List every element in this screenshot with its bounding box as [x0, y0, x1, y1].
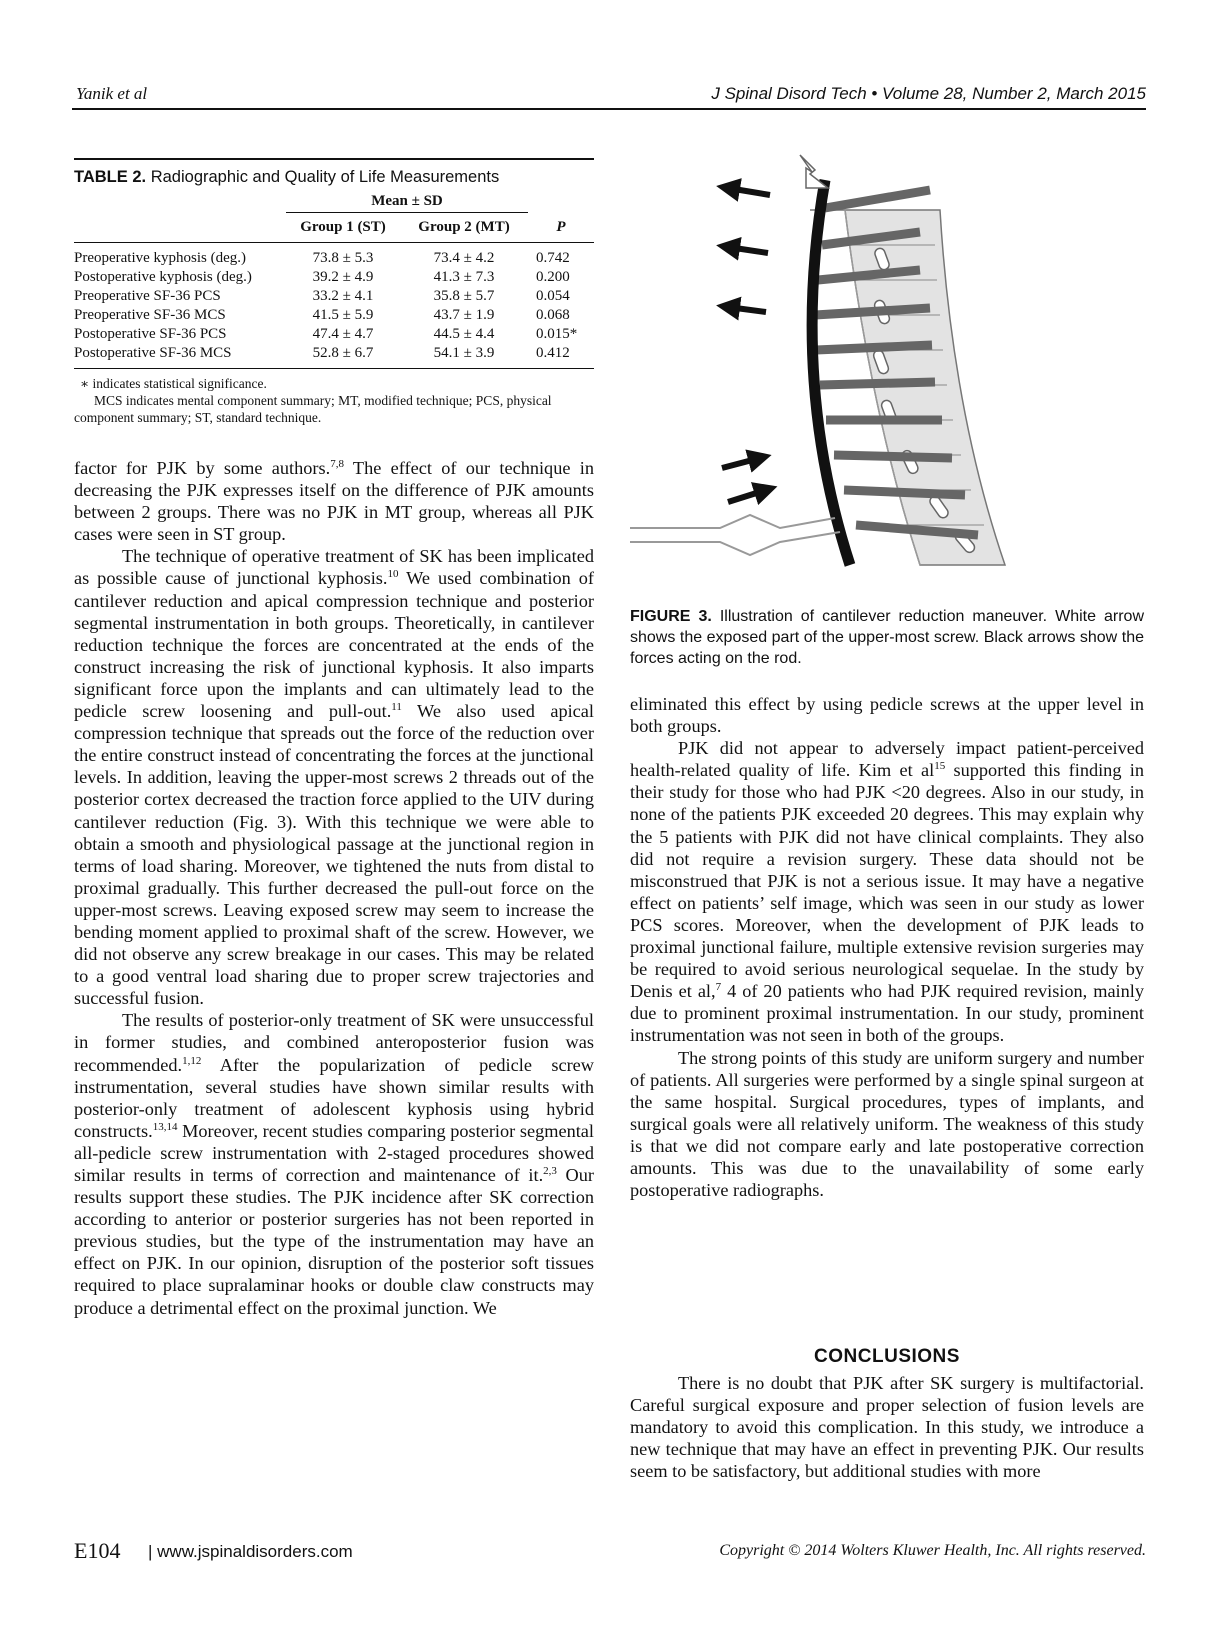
- cell-value: 0.054: [536, 288, 570, 304]
- table-abbreviations: MCS indicates mental component summary; MT, modified technique; PCS, physical component summary; ST, standard technique.: [74, 393, 552, 425]
- table-row: [74, 287, 594, 306]
- column-header: P: [528, 213, 594, 243]
- citation: 15: [934, 760, 946, 773]
- table-row: [74, 268, 594, 287]
- paragraph: eliminated this effect by using pedicle screws at the upper level in both groups.: [630, 694, 1144, 737]
- column-header: Group 1 (ST): [286, 213, 400, 243]
- cell-value: 41.5 ± 5.9: [312, 307, 374, 323]
- paragraph: The technique of operative treatment of SK has been implicated as possible cause of junctional kyphosis.$^{10}$ We used combination of cantilever reduction and apical compression technique and posterior segmental instrumentation in both groups. Theoretically, in cantilever reduction technique the forces are concentrated at the ends of the construct increasing the risk of junctional kyphosis. It also imparts significant force upon the implants and can ultimately lead to the pedicle screw loosening and pull-out.$^{11}$ We also used apical compression technique that spreads out the force of the reduction over the entire construct instead of concentrating the forces at the junctional levels. In addition, leaving the upper-most screws 2 threads out of the posterior cortex decreased the traction force applied to the UIV during cantilever reduction (Fig. 3). With this technique we were able to obtain a smooth and physiological passage at the junctional region in terms of load sharing. Moreover, we tightened the nuts from distal to proximal gradually. This further decreased the pull-out force on the upper-most screws. Leaving exposed screw may seem to increase the bending moment applied to proximal shaft of the screw. However, we did not observe any screw breakage in our cases. This may be related to a good ventral load sharing due to proper screw trajectories and successful fusion.: [74, 546, 594, 1009]
- left-text-column: [74, 457, 594, 1319]
- citation: 11: [391, 700, 402, 713]
- paragraph: The results of posterior-only treatment of SK were unsuccessful in former studies, and combined anteroposterior fusion was recommended.$^{1,12}$ After the popularization of pedicle screw instrumentation, several studies have shown similar results with posterior-only treatment of adolescent kyphosis using hybrid constructs.$^{13,14}$ Moreover, recent studies comparing posterior segmental all-pedicle screw instrumentation with 2-staged procedures showed similar results in terms of correction and maintenance of it.$^{2,3}$ Our results support these studies. The PJK incidence after SK correction according to anterior or posterior surgeries has not been reported in previous studies, but the type of the instrumentation may have an effect on PJK. In our opinion, disruption of the posterior soft tissues required to place supralaminar hooks or double claw constructs may produce a detrimental effect on the proximal junction. We: [74, 1010, 594, 1318]
- figure-label: FIGURE 3.: [630, 608, 712, 625]
- table-title: Radiographic and Quality of Life Measurements: [150, 168, 500, 186]
- data-table: [74, 191, 594, 368]
- paragraph: The strong points of this study are uniform surgery and number of patients. All surgeries were performed by a single spinal surgeon at the same hospital. Surgical procedures, types of implants, and surgical goals were all relatively uniform. The weakness of this study is that we did not compare early and late postoperative correction amounts. This was due to the unavailability of some early postoperative radiographs.: [630, 1047, 1144, 1201]
- running-head-journal: J Spinal Disord Tech • Volume 28, Number 2, March 2015: [711, 84, 1146, 103]
- cell-value: 33.2 ± 4.1: [312, 288, 374, 304]
- cell-value: 73.8 ± 5.3: [312, 250, 374, 266]
- cell-value: 0.742: [536, 250, 570, 266]
- table-row: [74, 325, 594, 344]
- table-row: [74, 243, 594, 269]
- cell-value: 0.015*: [536, 326, 578, 342]
- cell-value: 44.5 ± 4.4: [433, 326, 495, 342]
- cell-value: 52.8 ± 6.7: [312, 345, 374, 361]
- table-2: [74, 158, 594, 426]
- row-label: Preoperative SF-36 MCS: [74, 307, 226, 323]
- paragraph: There is no doubt that PJK after SK surgery is multifactorial. Careful surgical exposure and proper selection of fusion levels are mandatory to avoid this complication. In this study, we introduce a new technique that may have an effect in preventing PJK. Our results seem to be satisfactory, but additional studies with more: [630, 1373, 1144, 1482]
- running-head-authors: Yanik et al: [76, 84, 148, 103]
- cell-value: 47.4 ± 4.7: [312, 326, 374, 342]
- cell-value: 41.3 ± 7.3: [433, 269, 495, 285]
- row-label: Postoperative SF-36 PCS: [74, 326, 227, 342]
- cantilever-reduction-illustration: [630, 150, 1144, 595]
- cell-value: 35.8 ± 5.7: [433, 288, 495, 304]
- header-rule: [72, 108, 1146, 110]
- cell-value: 54.1 ± 3.9: [433, 345, 495, 361]
- row-label: Postoperative kyphosis (deg.): [74, 269, 252, 285]
- section-heading: CONCLUSIONS: [814, 1346, 960, 1367]
- citation: 13,14: [152, 1120, 178, 1133]
- table-row: [74, 344, 594, 368]
- table-caption: [74, 158, 594, 187]
- figure-caption-text: Illustration of cantilever reduction maneuver. White arrow shows the exposed part of the upper-most screw. Black arrows show the forces acting on the rod.: [630, 608, 1145, 667]
- row-label: Postoperative SF-36 MCS: [74, 345, 232, 361]
- journal-website: | www.jspinaldisorders.com: [148, 1542, 353, 1561]
- citation: 2,3: [543, 1164, 557, 1177]
- row-label: Preoperative kyphosis (deg.): [74, 250, 247, 266]
- force-arrows-icon: [722, 188, 770, 502]
- conclusions-text: [630, 1372, 1144, 1482]
- figure-caption: [630, 606, 1144, 669]
- column-header: Group 2 (MT): [400, 213, 528, 243]
- table-row: [74, 306, 594, 325]
- cell-value: 0.068: [536, 307, 570, 323]
- table-notes: [74, 369, 594, 426]
- cell-value: 39.2 ± 4.9: [312, 269, 374, 285]
- cell-value: 0.200: [536, 269, 570, 285]
- row-label: Preoperative SF-36 PCS: [74, 288, 221, 304]
- cell-value: 73.4 ± 4.2: [433, 250, 495, 266]
- citation: 7,8: [330, 457, 344, 470]
- cell-value: 0.412: [536, 345, 570, 361]
- span-header: Mean ± SD: [286, 191, 528, 213]
- table-footnote: ∗ indicates statistical significance.: [80, 376, 267, 391]
- paragraph: factor for PJK by some authors.$^{7,8}$ The effect of our technique in decreasing the PJK expresses itself on the difference of PJK amounts between 2 groups. There was no PJK in MT group, whereas all PJK cases were seen in ST group.: [74, 457, 594, 545]
- citation: 7: [715, 981, 722, 994]
- table-label: TABLE 2.: [74, 168, 147, 186]
- paragraph: PJK did not appear to adversely impact patient-perceived health-related quality of life. Kim et $al^{15}$ supported this finding in their study for those who had PJK <20 degrees. Also in our study, in none of the patients PJK exceeded 20 degrees. This may explain why the 5 patients with PJK did not have clinical complaints. They also did not require a revision surgery. These data should not be misconstrued that PJK is not a serious issue. It may have a negative effect on patients’ self image, which was seen in our study as lower PCS scores. Moreover, when the development of PJK leads to proximal junctional failure, multiple extensive revision surgeries may be required to avoid serious neurological sequelae. In the study by Denis et al,$^7$ 4 of 20 patients who had PJK required revision, mainly due to prominent proximal instrumentation. In our study, prominent instrumentation was not seen in both of the groups.: [630, 738, 1144, 1046]
- right-text-column: [630, 693, 1144, 1201]
- page-number: E104: [74, 1538, 121, 1563]
- cell-value: 43.7 ± 1.9: [433, 307, 495, 323]
- citation: 10: [387, 568, 399, 581]
- citation: 1,12: [182, 1054, 202, 1067]
- copyright-notice: Copyright © 2014 Wolters Kluwer Health, Inc. All rights reserved.: [719, 1542, 1146, 1559]
